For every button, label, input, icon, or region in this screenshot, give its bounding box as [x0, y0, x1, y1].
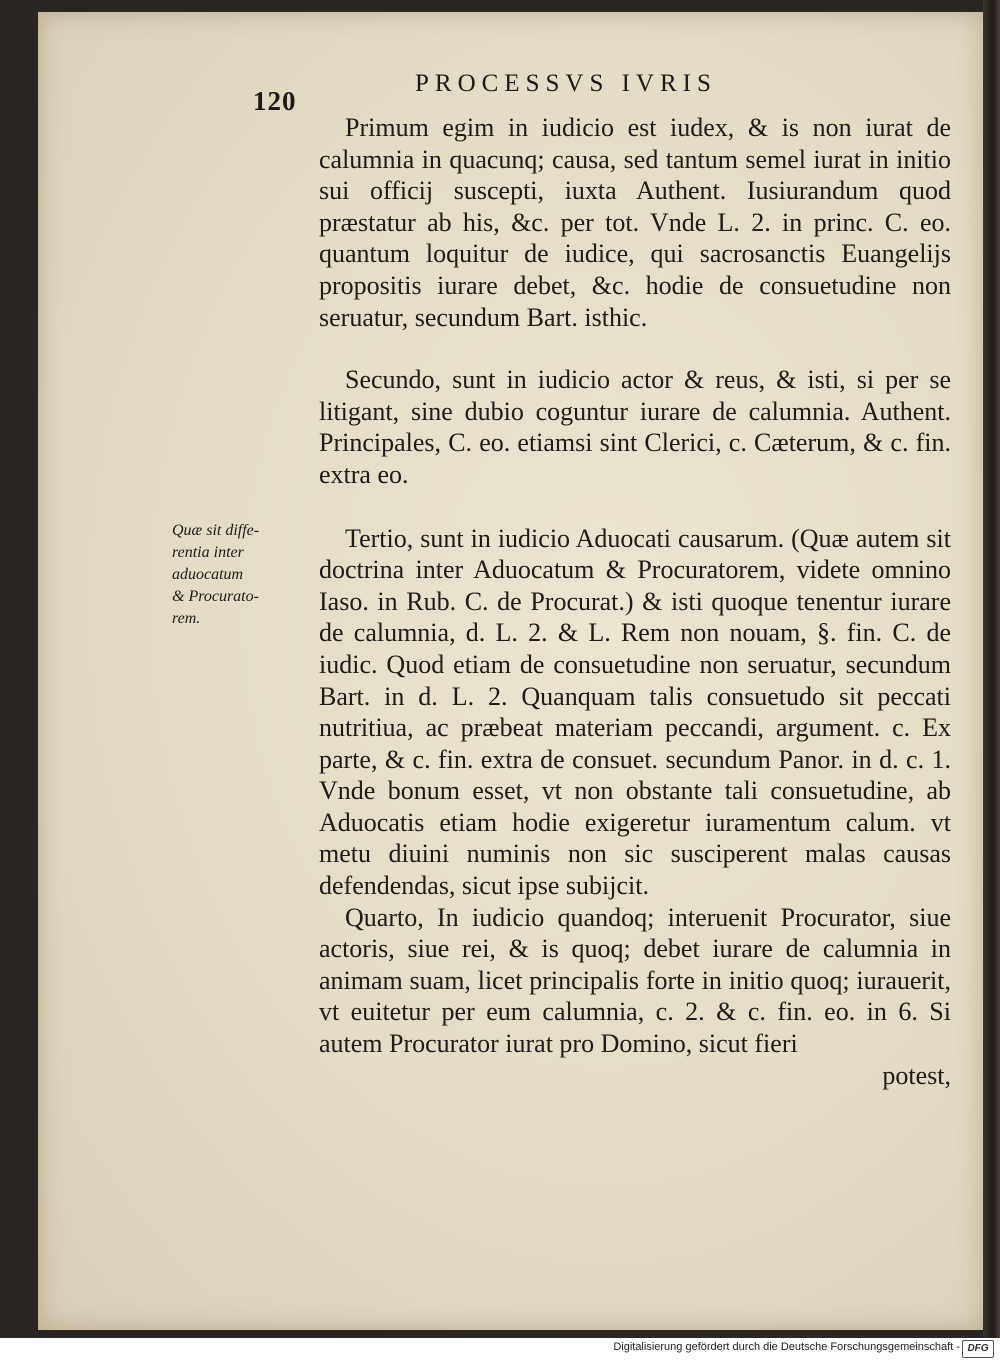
dfg-logo: DFG: [962, 1340, 994, 1358]
margin-note-line: rem.: [172, 610, 201, 627]
paragraph-primum: Primum egim in iudicio est iudex, & is non iurat de calumnia in quacunq; causa, sed tantum semel iurat in initio sui officij suscepti, iuxta Authent. Iusiurandum quod præstatur ab his, &c. per tot. Vnde L. 2. in princ. C. eo. quantum loquitur de iudice, qui sacrosanctis Euangelijs propositis iurare debet, &c. hodie de consuetudine non seruatur, secundum Bart. isthic.: [319, 113, 951, 332]
paragraph-tertio: Tertio, sunt in iudicio Aduocati causarum. (Quæ autem sit doctrina inter Aduocatum & Procuratorem, videte omnino Iaso. in Rub. C. de Procurat.) & isti quoque tenentur iurare de calumnia, d. L. 2. & L. Rem non nouam, §. fin. C. de iudic. Quod etiam de consuetudine non seruatur, secundum Bart. in d. L. 2. Quanquam talis consuetudo sit peccati nutritiua, ac præbeat materiam peccandi, argument. c. Ex parte, & c. fin. extra de consuet. secundum Panor. in d. c. 1. Vnde bonum esset, vt non obstante tali consuetudine, ab Aduocatis etiam hodie exigeretur iuramentum calum. vt metu diuini numinis non sic susciperent malas causas defendendas, sicut ipse subijcit.: [319, 523, 951, 901]
paragraph-quarto: Quarto, In iudicio quandoq; interuenit Procurator, siue actoris, siue rei, & is quoq; debet iurare de calumnia in animam suam, licet principalis forte in initio quoq; iurauerit, vt euitetur per eum calumnia, c. 2. & c. fin. eo. in 6. Si autem Procurator iurat pro Domino, sicut fieri: [319, 902, 951, 1059]
margin-note: [172, 520, 322, 630]
margin-note-line: rentia inter: [172, 544, 244, 561]
margin-note-line: & Procurato-: [172, 588, 259, 605]
margin-note-line: Quæ sit diffe-: [172, 522, 260, 539]
running-head: PROCESSVS IVRIS: [415, 70, 717, 97]
book-spine: [983, 0, 1000, 1340]
page-number: 120: [253, 86, 297, 116]
footer-credit: Digitalisierung gefördert durch die Deutsche Forschungsgemeinschaft -: [613, 1341, 960, 1353]
margin-note-line: aduocatum: [172, 566, 244, 583]
body-text: [319, 112, 951, 1091]
catchword: potest,: [882, 1060, 951, 1090]
paragraph-secundo: Secundo, sunt in iudicio actor & reus, & isti, si per se litigant, sine dubio coguntur iurare de calumnia. Authent. Principales, C. eo. etiamsi sint Clerici, c. Cæterum, & c. fin. extra eo.: [319, 365, 951, 489]
